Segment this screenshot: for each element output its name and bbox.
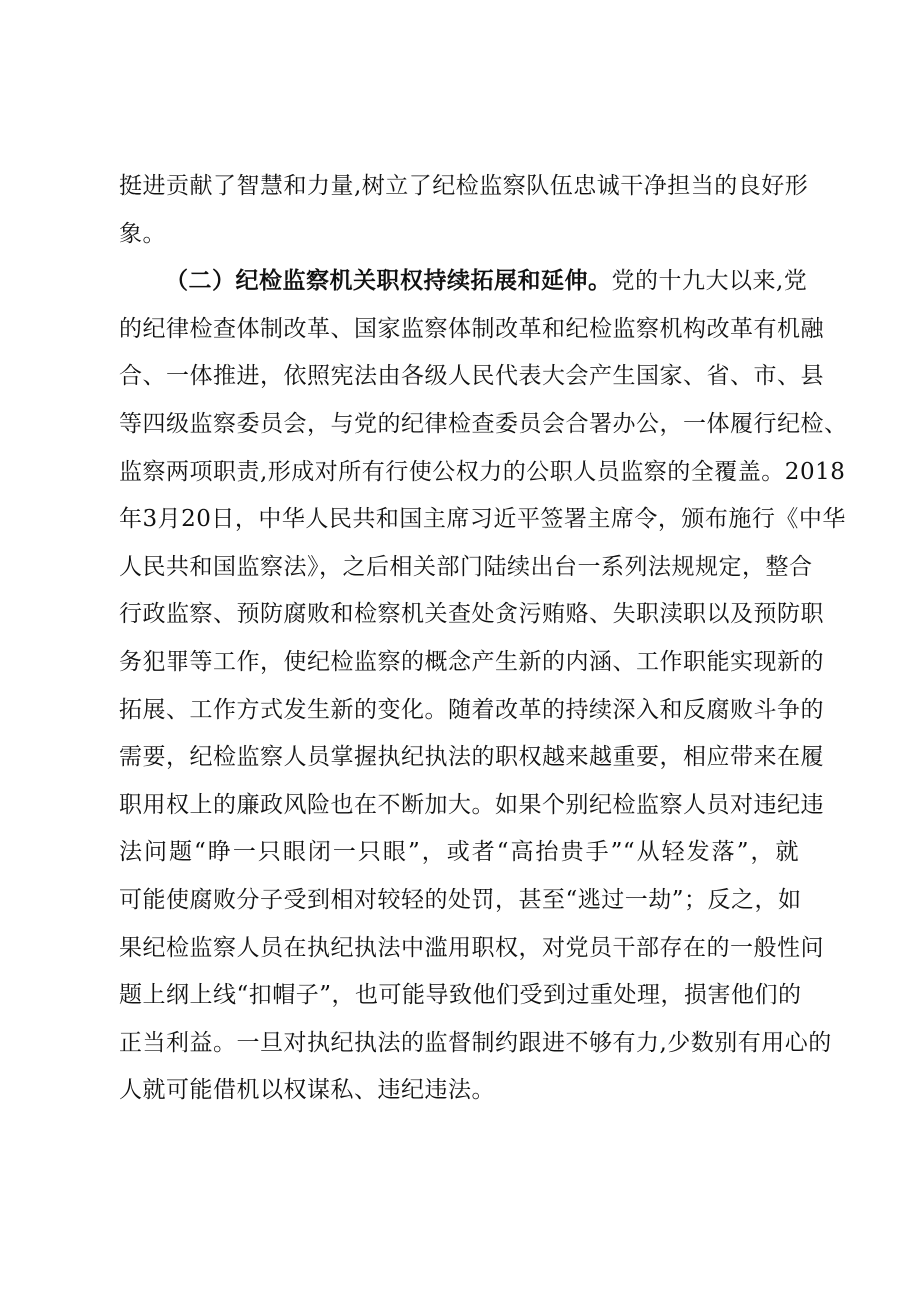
text-line: 挺进贡献了智慧和力量,树立了纪检监察队伍忠诚干净担当的良好形 <box>119 173 809 199</box>
text-line: 人就可能借机以权谋私、违纪违法。 <box>119 1077 495 1104</box>
text-line: 需要，纪检监察人员掌握执纪执法的职权越来越重要，相应带来在履 <box>119 744 824 771</box>
text-line: 等四级监察委员会，与党的纪律检查委员会合署办公，一体履行纪检、 <box>119 410 848 437</box>
text-line: 合、一体推进，依照宪法由各级人民代表大会产生国家、省、市、县 <box>119 363 824 390</box>
text-line: 拓展、工作方式发生新的变化。随着改革的持续深入和反腐败斗争的 <box>119 696 824 723</box>
text-line: 可能使腐败分子受到相对较轻的处罚，甚至“逃过一劫”；反之，如 <box>119 886 802 913</box>
section-heading: （二）纪检监察机关职权持续拓展和延伸。 <box>165 268 612 295</box>
text-line: 题上纲上线“扣帽子”，也可能导致他们受到过重处理，损害他们的 <box>119 982 802 1009</box>
section-heading-continuation: 党的十九大以来,党 <box>611 268 808 295</box>
text-line: 职用权上的廉政风险也在不断加大。如果个别纪检监察人员对违纪违 <box>119 791 824 818</box>
text-line: 象。 <box>119 220 166 247</box>
text-line: 人民共和国监察法》，之后相关部门陆续出台一系列法规规定，整合 <box>119 553 813 580</box>
text-line: 正当利益。一旦对执纪执法的监督制约跟进不够有力,少数别有用心的 <box>119 1029 832 1056</box>
text-line: 监察两项职责,形成对所有行使公权力的公职人员监察的全覆盖。2018 <box>119 458 846 485</box>
text-line: 果纪检监察人员在执纪执法中滥用职权，对党员干部存在的一般性问 <box>119 934 824 961</box>
text-line: 行政监察、预防腐败和检察机关查处贪污贿赂、失职渎职以及预防职 <box>119 601 824 628</box>
text-line: 务犯罪等工作，使纪检监察的概念产生新的内涵、工作职能实现新的 <box>119 648 824 675</box>
document-body <box>119 163 848 1115</box>
text-line: 的纪律检查体制改革、国家监察体制改革和纪检监察机构改革有机融 <box>119 315 824 342</box>
text-line: 法问题“睁一只眼闭一只眼”，或者“高抬贵手”“从轻发落”，就 <box>119 839 799 866</box>
section-heading-line <box>119 258 808 306</box>
text-line: 年3月20日，中华人民共和国主席习近平签署主席令，颁布施行《中华 <box>119 506 846 533</box>
